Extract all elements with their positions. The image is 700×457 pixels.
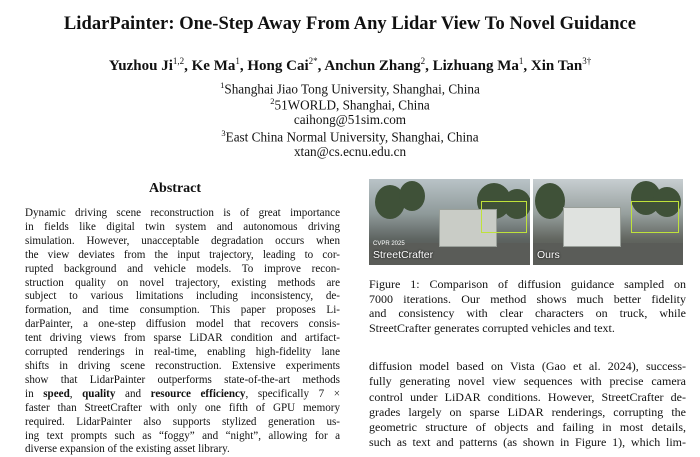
paper-title: LidarPainter: One-Step Away From Any Lidar View To Novel Guidance — [63, 14, 637, 34]
body-line: control under LiDAR conditions. However, StreetCrafter de- — [369, 389, 686, 404]
abstract-heading: Abstract — [148, 181, 202, 196]
author-affiliation-marker: 3† — [582, 56, 592, 66]
abstract-line-emphasis: in speed, quality and resource efficiency, specifically 7 × — [25, 387, 340, 400]
author-name: Hong Cai — [247, 58, 309, 74]
author-affiliation-marker: 2 — [420, 56, 426, 66]
figure-caption — [369, 277, 686, 335]
author-name: Anchun Zhang — [324, 58, 421, 74]
abstract-line: simulation. However, unacceptable degradation occurs when — [25, 234, 340, 247]
affiliation-3-email: xtan@cs.ecnu.edu.cn — [293, 144, 407, 159]
abstract-line: required. LidarPainter also supports stylized generation us- — [25, 415, 340, 428]
author-name: Yuzhou Ji — [108, 58, 173, 74]
author-affiliation-marker: 1 — [235, 56, 240, 66]
abstract-line: Dynamic driving scene reconstruction is of great importance — [25, 207, 340, 219]
abstract-line: shifts in driving scene reconstruction. Extensive experiments — [25, 359, 340, 372]
abstract-line: formation, and time consumption. This paper proposes Li- — [25, 304, 340, 317]
affiliation-3: $^3$East China Normal University, Shanghai, China — [221, 128, 479, 145]
caption-line: StreetCrafter generates corrupted vehicles and text. — [369, 320, 615, 335]
abstract-line: the view deviates from the input trajectory, leading to cor- — [25, 248, 340, 261]
abstract-line: show that LidarPainter outperforms state-of-the-art methods — [25, 373, 340, 386]
abstract-line: in fields like digital twin system and autonomous driving — [25, 220, 340, 233]
author-affiliation-marker: 1 — [518, 56, 524, 66]
abstract-line: faster than StreetCrafter with only one fifth of GPU memory — [25, 401, 340, 414]
body-line: fully generating novel view sequences with precise camera — [369, 374, 686, 389]
author-name: Ke Ma — [191, 58, 236, 74]
body-line: such as text and patterns (as shown in Figure 1), which lim- — [369, 435, 686, 450]
figure-panel-ours — [533, 179, 683, 265]
affiliation-1: $^1$Shanghai Jiao Tong University, Shanghai, China — [220, 80, 480, 97]
caption-line: and consistency with clear characters on truck, while — [369, 306, 686, 321]
figure-1-comparison — [369, 179, 683, 265]
abstract-line: subject to various limitations including inconsistency, de- — [25, 290, 340, 303]
figure-panel-streetcrafter — [369, 179, 530, 265]
caption-line: 7000 iterations. Our method shows much better fidelity — [369, 291, 686, 306]
figure-label-streetcrafter: StreetCrafter — [373, 249, 434, 261]
figure-watermark: CVPR 2025 — [373, 241, 405, 247]
author-affiliation-marker: 2* — [308, 56, 318, 66]
affiliation-2: $^2$51WORLD, Shanghai, China — [270, 96, 430, 113]
abstract-line: diverse expansion of the existing asset library. — [25, 443, 230, 456]
author-name: Lizhuang Ma — [432, 58, 519, 74]
abstract-line: struction quality on novel trajectory, existing methods are — [25, 276, 340, 289]
abstract-line: darPainter, a one-step diffusion model that recovers consis- — [25, 318, 340, 331]
author-list: Yuzhou Ji$^{1,2}$, Ke Ma$^1$, Hong Cai$^{2*}$, Anchun Zhang$^2$, Lizhuang Ma$^1$, Xin Tan$^{3\dagger}$ — [108, 56, 592, 74]
figure-label-ours: Ours — [537, 249, 560, 261]
abstract-line: tent driving views from sparse LiDAR condition and artifact- — [25, 332, 340, 345]
body-line: grades largely on sparse LiDAR renderings, corrupting the — [369, 404, 686, 419]
author-name: Xin Tan — [530, 58, 583, 74]
abstract-body — [25, 207, 340, 457]
body-line: geometric structure of objects and failing in most details, — [369, 420, 686, 435]
body-line: diffusion model based on Vista (Gao et al. 2024), success- — [369, 359, 686, 373]
intro-body-text — [369, 359, 686, 451]
affiliation-2-email: caihong@51sim.com — [293, 112, 407, 127]
author-affiliation-marker: 1,2 — [172, 56, 185, 66]
abstract-line: ing text prompts such as “foggy” and “night”, allowing for a — [25, 429, 340, 442]
abstract-line: corrupted renderings in real-time, enabling high-fidelity lane — [25, 346, 340, 359]
abstract-line: rupted background and vehicle models. To improve recon- — [25, 262, 340, 275]
caption-line: Figure 1: Comparison of diffusion guidance sampled on — [369, 277, 686, 291]
